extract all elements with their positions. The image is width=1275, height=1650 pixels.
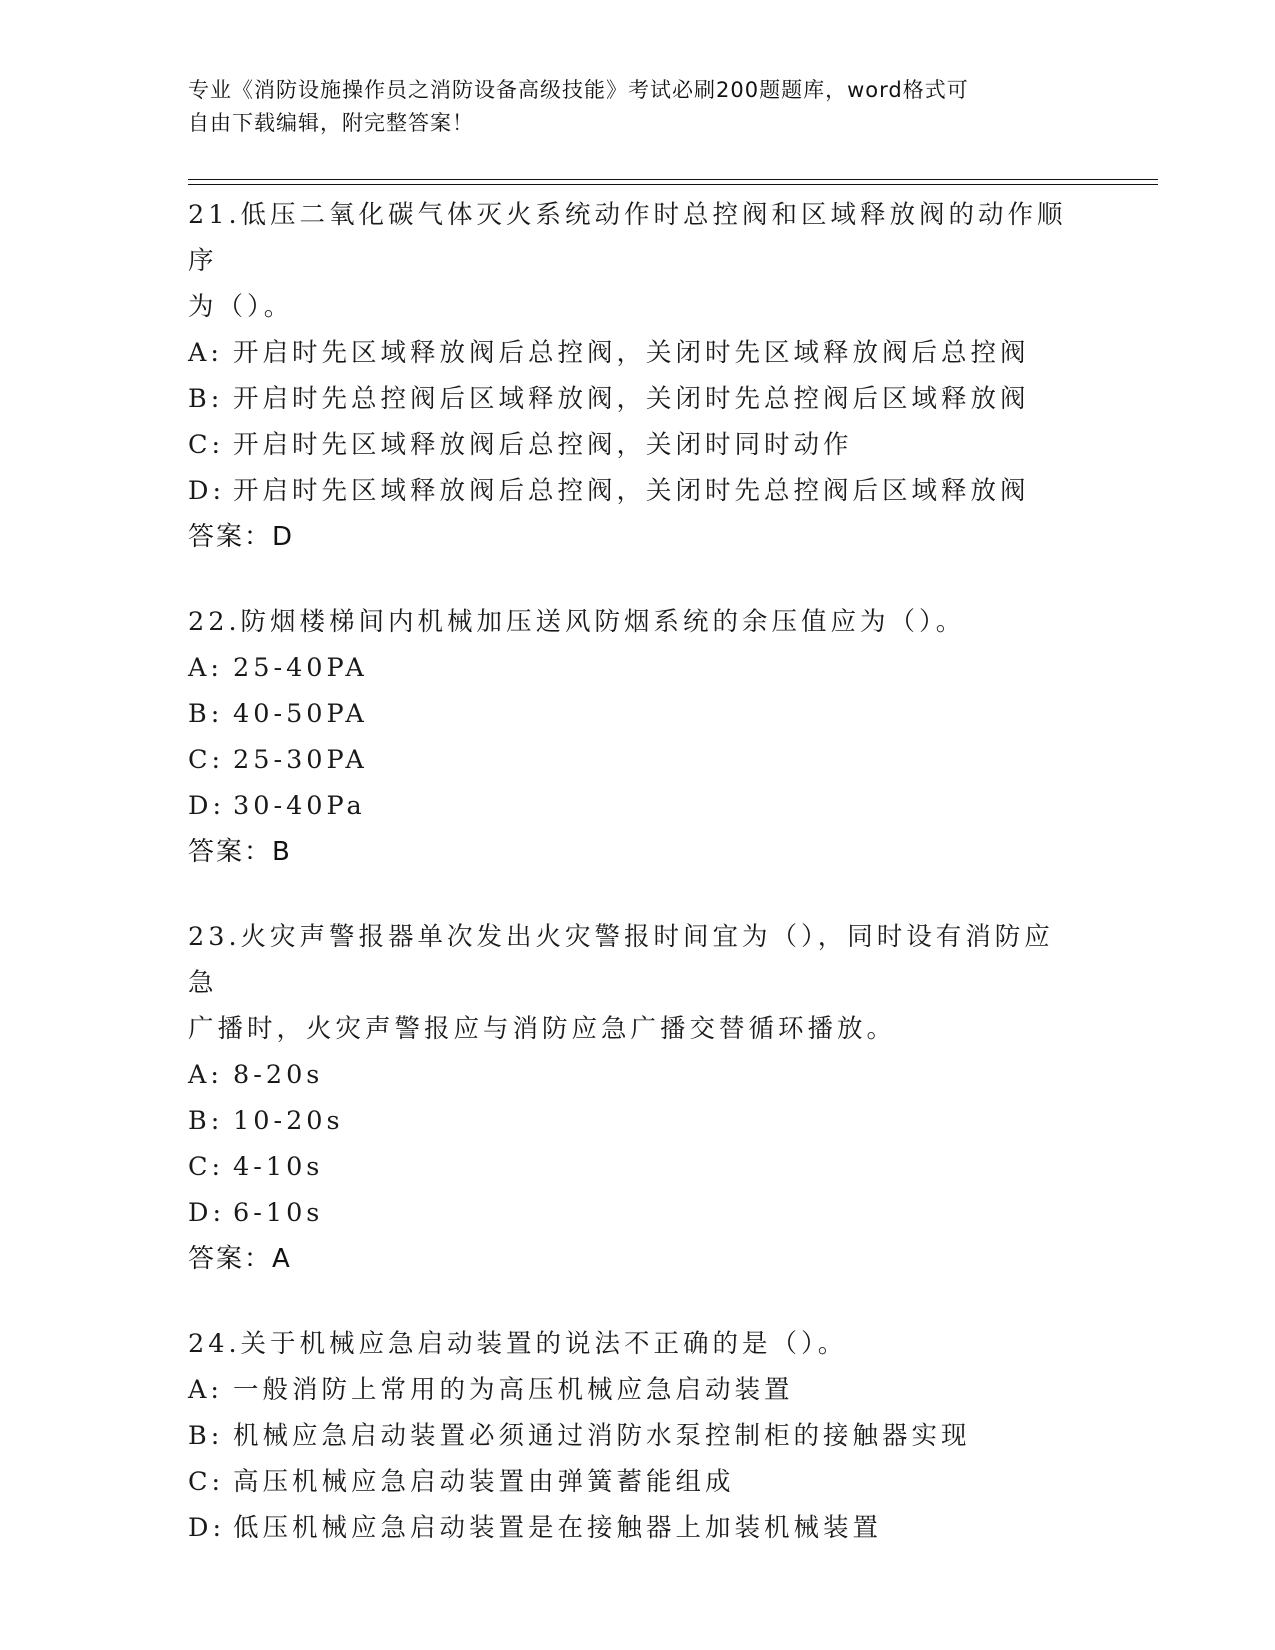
- option-letter: D:: [188, 791, 226, 821]
- option-letter: B:: [188, 699, 224, 729]
- question-21: [188, 192, 1088, 560]
- option-letter: C:: [188, 1467, 225, 1497]
- option-b: [188, 376, 1088, 422]
- header-line-2: 自由下载编辑，附完整答案！: [188, 111, 474, 135]
- question-23: [188, 914, 1088, 1282]
- option-b: [188, 1098, 1088, 1144]
- option-letter: D:: [188, 476, 226, 506]
- option-text: 30-40Pa: [233, 791, 366, 821]
- question-stem: [188, 1321, 1078, 1367]
- option-letter: C:: [188, 1152, 225, 1182]
- question-stem-line-1: 22.防烟楼梯间内机械加压送风防烟系统的余压值应为（）。: [188, 607, 966, 637]
- option-c: [188, 422, 1088, 468]
- option-letter: C:: [188, 430, 225, 460]
- question-stem: [188, 599, 1078, 645]
- question-stem-line-1: 21.低压二氧化碳气体灭火系统动作时总控阀和区域释放阀的动作顺序: [188, 200, 1067, 276]
- question-stem-line-1: 23.火灾声警报器单次发出火灾警报时间宜为（），同时设有消防应急: [188, 922, 1054, 998]
- option-d: [188, 468, 1088, 514]
- option-text: 开启时先区域释放阀后总控阀，关闭时先区域释放阀后总控阀: [233, 338, 1030, 368]
- option-text: 8-20s: [233, 1060, 324, 1090]
- question-24: [188, 1321, 1088, 1551]
- option-text: 40-50PA: [233, 699, 368, 729]
- question-stem-line-1: 24.关于机械应急启动装置的说法不正确的是（）。: [188, 1329, 848, 1359]
- question-list: [188, 192, 1088, 1590]
- option-letter: A:: [188, 1060, 224, 1090]
- option-letter: B:: [188, 1106, 224, 1136]
- option-text: 机械应急启动装置必须通过消防水泵控制柜的接触器实现: [233, 1421, 971, 1451]
- option-d: [188, 1505, 1088, 1551]
- header-line-1: 专业《消防设施操作员之消防设备高级技能》考试必刷200题题库，word格式可: [188, 78, 969, 102]
- option-a: [188, 1052, 1088, 1098]
- option-letter: A:: [188, 338, 224, 368]
- option-c: [188, 1459, 1088, 1505]
- option-letter: D:: [188, 1513, 226, 1543]
- option-text: 25-40PA: [233, 653, 368, 683]
- option-text: 25-30PA: [233, 745, 368, 775]
- option-text: 开启时先总控阀后区域释放阀，关闭时先总控阀后区域释放阀: [233, 384, 1030, 414]
- option-c: [188, 737, 1088, 783]
- answer-line: 答案：D: [188, 522, 295, 552]
- option-text: 10-20s: [233, 1106, 344, 1136]
- option-text: 开启时先区域释放阀后总控阀，关闭时先总控阀后区域释放阀: [233, 476, 1030, 506]
- option-text: 6-10s: [233, 1198, 324, 1228]
- option-text: 一般消防上常用的为高压机械应急启动装置: [233, 1375, 794, 1405]
- option-letter: C:: [188, 745, 225, 775]
- answer-line: 答案：B: [188, 837, 292, 867]
- option-a: [188, 645, 1088, 691]
- header-divider-bottom: [188, 184, 1158, 185]
- option-letter: B:: [188, 384, 224, 414]
- option-letter: B:: [188, 1421, 224, 1451]
- option-d: [188, 1190, 1088, 1236]
- option-letter: A:: [188, 653, 224, 683]
- document-header: [188, 74, 1068, 140]
- option-b: [188, 1413, 1088, 1459]
- option-d: [188, 783, 1088, 829]
- option-text: 高压机械应急启动装置由弹簧蓄能组成: [233, 1467, 735, 1497]
- option-a: [188, 1367, 1088, 1413]
- option-text: 4-10s: [233, 1152, 324, 1182]
- answer-line: 答案：A: [188, 1244, 292, 1274]
- header-divider-top: [188, 179, 1158, 180]
- option-c: [188, 1144, 1088, 1190]
- question-stem-line-2: 为（）。: [188, 292, 294, 322]
- option-text: 低压机械应急启动装置是在接触器上加装机械装置: [233, 1513, 883, 1543]
- option-b: [188, 691, 1088, 737]
- question-stem-line-2: 广播时，火灾声警报应与消防应急广播交替循环播放。: [188, 1014, 897, 1044]
- option-letter: D:: [188, 1198, 226, 1228]
- question-22: [188, 599, 1088, 875]
- option-text: 开启时先区域释放阀后总控阀，关闭时同时动作: [233, 430, 853, 460]
- question-stem: [188, 192, 1078, 330]
- option-a: [188, 330, 1088, 376]
- question-stem: [188, 914, 1078, 1052]
- option-letter: A:: [188, 1375, 224, 1405]
